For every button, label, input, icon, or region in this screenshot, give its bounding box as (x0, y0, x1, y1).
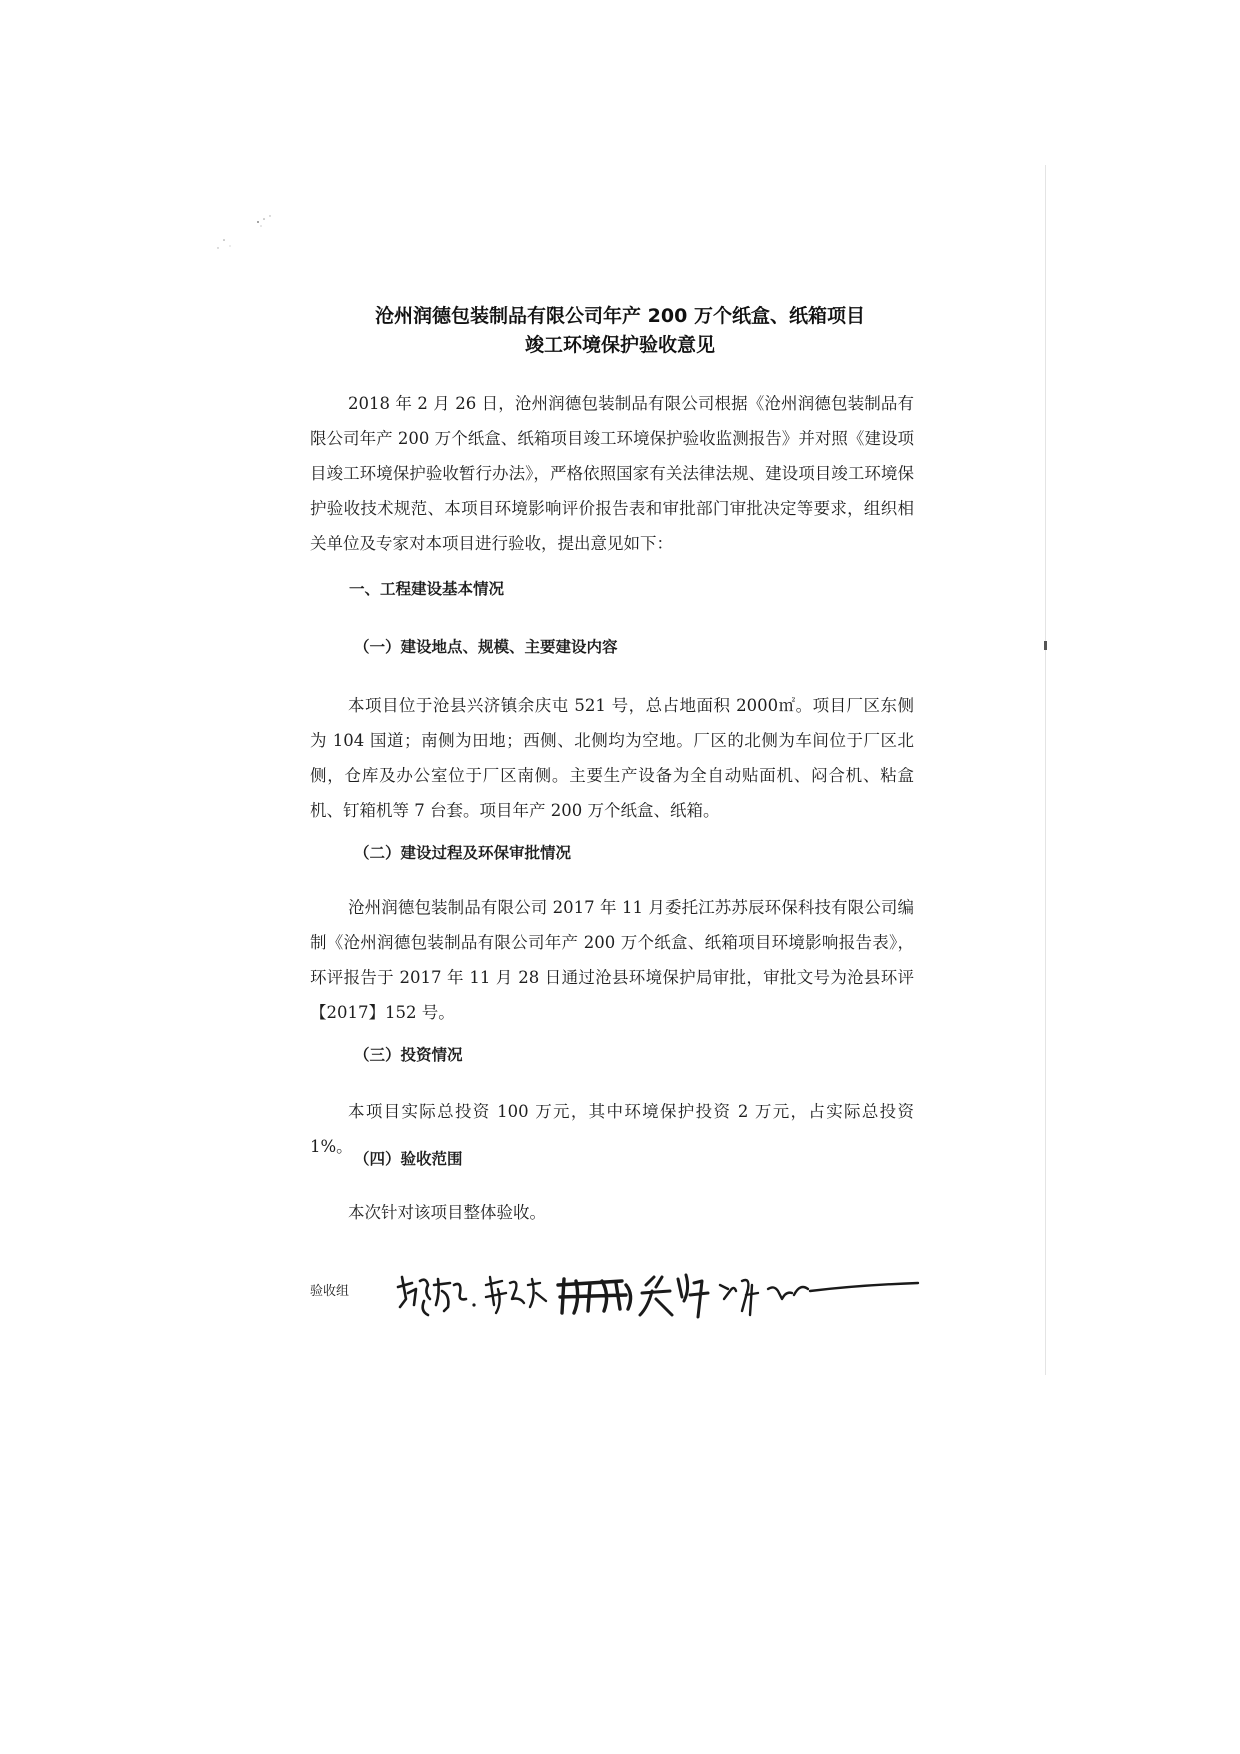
signature-1 (398, 1277, 476, 1315)
subsection-2-paragraph: 沧州润德包装制品有限公司 2017 年 11 月委托江苏苏辰环保科技有限公司编制《沧州润德包装制品有限公司年产 200 万个纸盒、纸箱项目环境影响报告表》，环评报告于 2017 年 11 月 28 日通过沧县环境保护局审批，审批文号为沧县环评【2017】152 号。 (310, 898, 914, 1022)
section-1-heading: 一、工程建设基本情况 (349, 580, 505, 598)
signature-5 (720, 1280, 918, 1315)
subsection-3-heading: （三）投资情况 (354, 1046, 463, 1064)
signature-label: 验收组 (310, 1284, 350, 1299)
intro-paragraph: 2018 年 2 月 26 日，沧州润德包装制品有限公司根据《沧州润德包装制品有限公司年产 200 万个纸盒、纸箱项目竣工环境保护验收监测报告》并对照《建设项目竣工环境保护验收暂行办法》，严格依照国家有关法律法规、建设项目竣工环境保护验收技术规范、本项目环境影响评价报告表和审批部门审批决定等要求，组织相关单位及专家对本项目进行验收，提出意见如下： (310, 394, 914, 553)
signature-2 (486, 1277, 546, 1313)
signature-4 (640, 1275, 708, 1317)
scan-edge-mark (1044, 641, 1047, 650)
subsection-4-paragraph: 本次针对该项目整体验收。 (348, 1203, 546, 1222)
title-line-1: 沧州润德包装制品有限公司年产 200 万个纸盒、纸箱项目 (375, 305, 865, 327)
handwritten-signatures (390, 1255, 920, 1345)
title-line-2: 竣工环境保护验收意见 (524, 334, 715, 356)
subsection-4-heading: （四）验收范围 (354, 1150, 463, 1168)
scan-page-edge (1045, 165, 1046, 1375)
subsection-3-paragraph: 本项目实际总投资 100 万元，其中环境保护投资 2 万元，占实际总投资 1%。 (310, 1102, 914, 1156)
subsection-1-paragraph: 本项目位于沧县兴济镇余庆屯 521 号，总占地面积 2000㎡。项目厂区东侧为 104 国道；南侧为田地；西侧、北侧均为空地。厂区的北侧为车间位于厂区北侧，仓库及办公室位于厂区南侧。主要生产设备为全自动贴面机、闷合机、粘盒机、钉箱机等 7 台套。项目年产 200 万个纸盒、纸箱。 (310, 696, 914, 820)
signature-3 (558, 1279, 631, 1313)
subsection-2-heading: （二）建设过程及环保审批情况 (354, 844, 572, 862)
scan-specks (212, 212, 282, 262)
document-title (300, 302, 940, 360)
subsection-1-heading: （一）建设地点、规模、主要建设内容 (354, 638, 618, 656)
